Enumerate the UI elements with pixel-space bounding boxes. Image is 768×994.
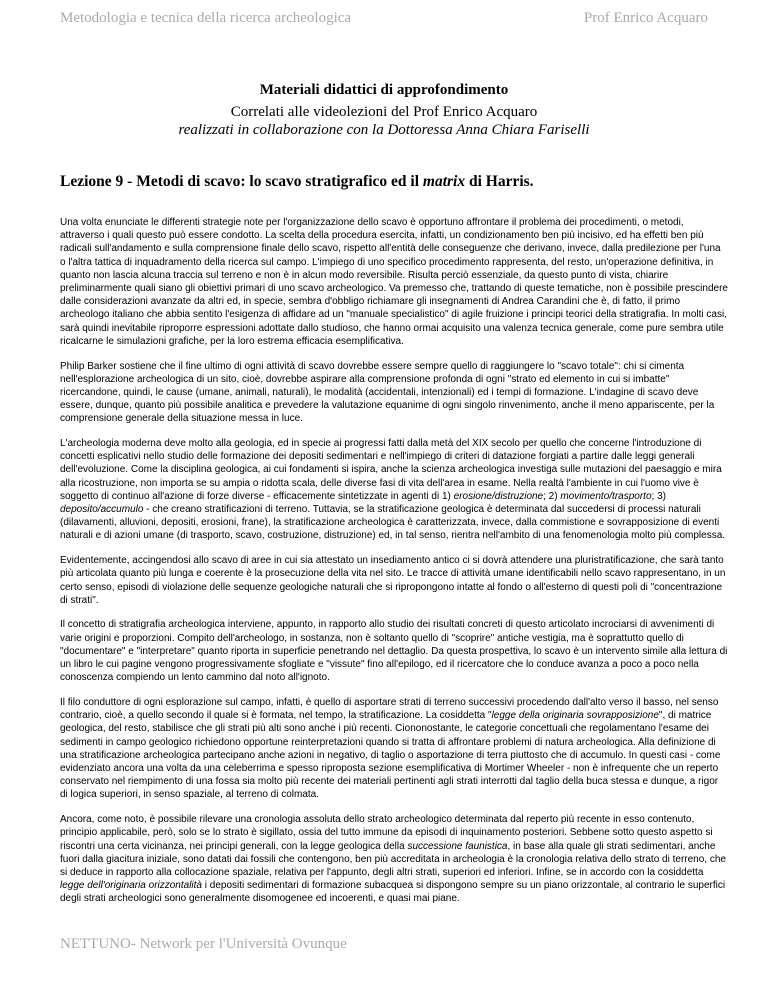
paragraph-7 <box>60 813 728 905</box>
paragraph-1: Una volta enunciate le differenti strategie note per l'organizzazione dello scavo è opportuno affrontare il problema dei procedimenti, o metodi, attraverso i quali questo può essere condotto. La scelta della procedura esercita, infatti, un condizionamento ben più incisivo, ed ha effetti ben più radicali sull'andamento e sulla comprensione finale dello scavo, rispetto all'entità delle conseguenze che derivano, invece, dalla predilezione per l'una o l'altra tattica di inquadramento della ricerca sul campo. L'impiego di uno specifico procedimento rappresenta, del resto, un'operazione definitiva, in quanto non lascia alcuna traccia sul terreno e non è in alcun modo reversibile. Risulta perciò essenziale, da questo punto di vista, chiarire preliminarmente quali siano gli obiettivi primari di uno scavo archeologico. Va premesso che, trattando di queste tematiche, non è possibile prescindere dalle considerazioni avanzate da altri ed, in specie, sembra d'obbligo richiamare gli insegnamenti di Andrea Carandini che è, di fatto, il primo archeologo italiano che abbia sentito l'esigenza di affidare ad un "manuale specialistico" di agile fruizione i principi teorici della stratigrafia. In molti casi, sarà quindi inevitabile riproporre espressioni adottate dallo studioso, che hanno ormai acquisito una valenza tecnica generale, come pure sembra utile ricalcarne le simulazioni grafiche, per la loro estrema efficacia esemplificativa. <box>60 217 728 347</box>
running-footer: NETTUNO- Network per l'Università Ovunque <box>60 936 347 952</box>
lesson-title-italic: matrix <box>422 173 466 190</box>
paragraph-6 <box>60 696 728 802</box>
paragraph-7-text-a: Ancora, come noto, è possibile rilevare una cronologia assoluta dello strato archeologico determinata dal reperto più recente in esso contenuto, principio applicabile, però, solo se lo strato è sigillato, ossia del tutto immune da episodi di inquinamento posteriori. Sebbene sotto questo aspetto si riscontri una certa vicinanza, nei principi generali, con la legge geologica della <box>60 814 713 852</box>
paragraph-3-text-d: - che creano stratificazioni di terreno. Tuttavia, se la stratificazione geologica è determinata dal succedersi di processi naturali (dilavamenti, alluvioni, depositi, erosioni, frane), la stratificazione archeologica è caratterizzata, invece, dalla commistione e sovrapposizione di eventi naturali e di azioni umane (di trasporto, scavo, costruzione, distruzione) ed, in tal senso, rientra nell'ambito di una fenomenologia molto più complessa. <box>60 504 726 542</box>
paragraph-7-text-c: i depositi sedimentari di formazione subacquea si dispongono sempre su un piano orizzontale, al contrario le superfici degli strati archeologici sono generalmente disomogenee ed incoerenti, e quasi mai piane. <box>60 880 726 905</box>
paragraph-3-text-c: ; 3) <box>651 490 666 502</box>
paragraph-3-italic-1: erosione/distruzione <box>453 490 544 502</box>
paragraph-3-italic-2: movimento/trasporto <box>560 490 652 502</box>
header-professor: Prof Enrico Acquaro <box>583 10 708 26</box>
paragraph-3-text-a: L'archeologia moderna deve molto alla geologia, ed in specie ai progressi fatti dalla metà del XIX secolo per quello che concerne l'introduzione di concetti esplicativi nello studio delle formazione dei depositi sedimentari e nell'impiego di criteri di datazione forgiati a partire dalle leggi generali dell'evoluzione. Come la disciplina geologica, ai cui fondamenti si ispira, anche la scienza archeologica investiga sulle mutazioni del paesaggio e mira alla ricostruzione, non importa se su ampia o ridotta scala, delle diverse fasi di vita dell'area in esame. Nella realtà l'ambiente in cui l'uomo vive è soggetto di continuo all'azione di forze diverse - efficacemente sintetizzate in agenti di 1) <box>60 438 722 502</box>
paragraph-3-text-b: ; 2) <box>543 490 561 502</box>
paragraph-5: Il concetto di stratigrafia archeologica interviene, appunto, in rapporto allo studio dei risultati concreti di questo articolato incrociarsi di avvenimenti di varie origini e proporzioni. Compito dell'archeologo, in sostanza, non è soltanto quello di "scoprire" antiche vestigia, ma è soprattutto quello di "documentare" e "interpretare" quanto riporta in superficie penetrando nel dettaglio. Da questa prospettiva, lo scavo è un intervento simile alla lettura di un libro le cui pagine vengono progressivamente sfogliate e "vissute" fino all'epilogo, ed il ricercatore che lo conduce avanza a poco a poco nella conoscenza compiendo un lento cammino dal noto all'ignoto. <box>60 619 728 684</box>
lesson-title-prefix: Lezione 9 - Metodi di scavo: lo scavo stratigrafico ed il <box>60 173 423 190</box>
lesson-title <box>60 173 728 191</box>
paragraph-6-text-a: Il filo conduttore di ogni esplorazione sul campo, infatti, è quello di asportare strati di terreno successivi procedendo dall'alto verso il basso, nel senso contrario, cioè, a quello secondo il quale si è formata, nel tempo, la stratificazione. La cosiddetta " <box>60 697 719 722</box>
paragraph-4: Evidentemente, accingendosi allo scavo di aree in cui sia attestato un insediamento antico ci si dovrà attendere una pluristratificazione, che sarà tanto più articolata quanto più lunga e coerente è la prosecuzione della vita nel sito. Le tracce di attività umane identificabili nello scavo rappresentano, in un certo senso, episodi di violazione delle sequenze geologiche naturali che si ripropongono intatte al fondo o all'esterno di questi poli di "concentrazione di strati". <box>60 555 726 606</box>
lesson-title-suffix: di Harris. <box>465 173 534 190</box>
paragraph-7-italic-1: successione faunistica <box>407 840 508 852</box>
paragraph-7-italic-2: legge dell'originaria orizzontalità <box>60 880 202 892</box>
paragraph-6-text-b: ", di matrice geologica, del resto, stabilisce che gli strati più alti sono anche i più recenti. Ciononostante, le categorie concettuali che regolamentano l'esame dei sedimenti in campo geologico richiedono opportune reinterpretazioni quando si tratta di affrontare problemi di natura archeologica. Alla definizione di una stratificazione archeologica partecipano anche azioni in negativo, di taglio o asportazione di terra piuttosto che di accumulo. In questi casi - come evidenziato ancora una volta da una celeberrima e spesso riproposta sezione esemplificativa di Mortimer Wheeler - non è infrequente che un reperto conservato nel riempimento di una fossa sia molto più recente dei materiali pertinenti agli strati interrotti dal taglio della buca stessa e dunque, a rigor di logica superiori, in senso spaziale, al terreno di colmata. <box>60 710 721 801</box>
running-header <box>60 10 708 27</box>
paragraph-7-text-b: , in base alla quale gli strati sedimentari, anche fuori dalla giacitura iniziale, sono datati dai fossili che contengono, ben più accreditata in archeologia è la cronologia relativa dello strato di terreno, che si deduce in rapporto alla collocazione spaziale, relativa per l'appunto, degli altri strati, superiori ed inferiori. Infine, se in accordo con la cosiddetta <box>60 840 726 878</box>
header-course-title: Metodologia e tecnica della ricerca archeologica <box>60 10 352 26</box>
document-credit: realizzati in collaborazione con la Dottoressa Anna Chiara Fariselli <box>178 122 590 138</box>
body-text <box>60 216 728 917</box>
paragraph-2: Philip Barker sostiene che il fine ultimo di ogni attività di scavo dovrebbe essere sempre quello di raggiungere lo "scavo totale": chi si cimenta nell'esplorazione archeologica di un sito, cioè, dovrebbe aspirare alla comprensione profonda di ogni "strato ed elemento in cui si imbatte" ricercandone, quindi, le cause (umane, animali, naturali), le modalità (accidentali, intenzionali) ed i tempi di formazione. L'indagine di scavo deve essere, dunque, quanto più possibile analitica e prevedere la valutazione equanime di ogni singolo rinvenimento, anche il meno appariscente, per la comprensione generale della situazione messa in luce. <box>60 360 715 425</box>
paragraph-6-italic-1: legge della originaria sovrapposizione <box>491 710 659 722</box>
title-block <box>60 82 708 139</box>
paragraph-3 <box>60 437 728 543</box>
paragraph-3-italic-3: deposito/accumulo <box>60 504 144 516</box>
document-subtitle: Correlati alle videolezioni del Prof Enrico Acquaro <box>230 104 538 120</box>
document-title: Materiali didattici di approfondimento <box>259 82 509 98</box>
